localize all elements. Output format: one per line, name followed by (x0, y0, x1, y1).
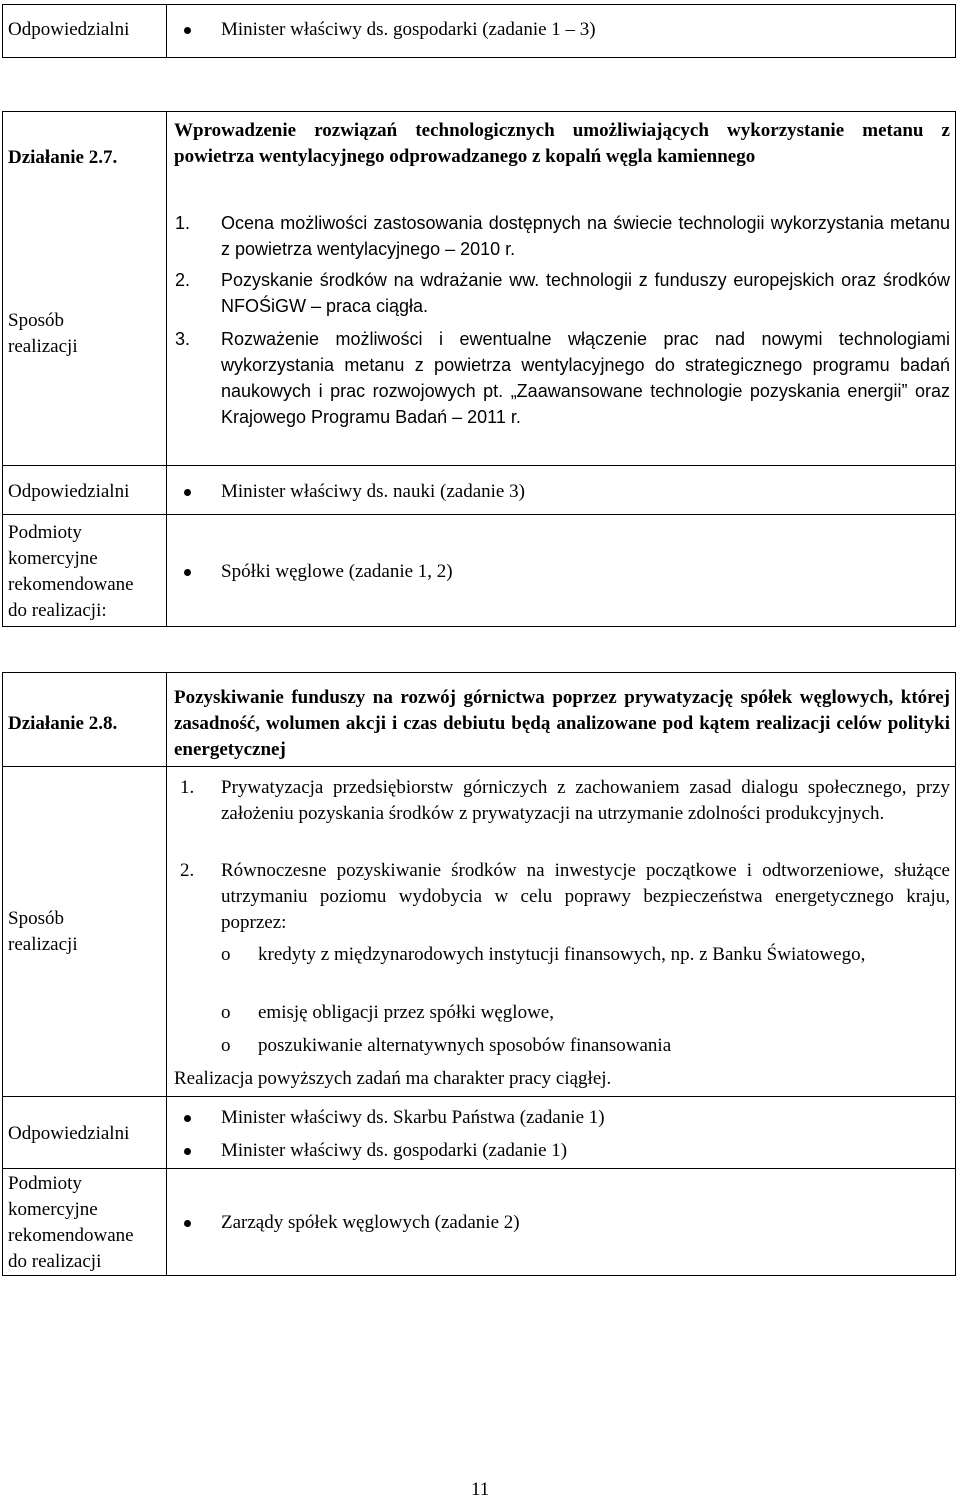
step-number: 2. (175, 270, 191, 290)
divider (2, 766, 956, 767)
entities-label: rekomendowane (8, 1225, 134, 1246)
divider (166, 672, 167, 1276)
step-text: Pozyskanie środków na wdrażanie ww. technologii z funduszy europejskich oraz środków NFOŚiGW – praca ciągła. (221, 270, 950, 316)
responsible-item: Minister właściwy ds. nauki (zadanie 3) (221, 481, 525, 502)
entities-label: rekomendowane (8, 574, 134, 595)
action-2-8-title: Pozyskiwanie funduszy na rozwój górnictwa poprzez prywatyzację spółek węglowych, której zasadność, wolumen akcji i czas debiutu będą analizowane pod kątem realizacji celów polityki energetycznej (174, 687, 950, 760)
entities-item: Zarządy spółek węglowych (zadanie 2) (221, 1212, 520, 1233)
entities-label: Podmioty (8, 522, 82, 543)
top-responsible-label: Odpowiedzialni (8, 19, 130, 40)
divider (166, 111, 167, 627)
action-2-7-label: Działanie 2.7. (8, 147, 118, 168)
note-text: Realizacja powyższych zadań ma charakter pracy ciągłej. (174, 1068, 612, 1089)
action-2-8-label: Działanie 2.8. (8, 713, 118, 734)
sub-item: kredyty z międzynarodowych instytucji finansowych, np. z Banku Światowego, (258, 944, 866, 965)
entities-label: do realizacji (8, 1251, 102, 1272)
method-label: Sposób (8, 908, 64, 929)
responsible-item: Minister właściwy ds. gospodarki (zadanie 1) (221, 1140, 568, 1161)
method-label: realizacji (8, 934, 78, 955)
page-number: 11 (471, 1479, 490, 1500)
divider (2, 465, 956, 466)
bullet-icon (184, 489, 191, 496)
circle-bullet-icon: o (221, 944, 231, 965)
divider (166, 4, 167, 58)
step-number: 1. (175, 213, 191, 233)
responsible-label: Odpowiedzialni (8, 1123, 130, 1144)
bullet-icon (184, 1148, 191, 1155)
method-label: Sposób (8, 310, 64, 331)
entities-item: Spółki węglowe (zadanie 1, 2) (221, 561, 453, 582)
responsible-item: Minister właściwy ds. Skarbu Państwa (zadanie 1) (221, 1107, 605, 1128)
divider (2, 1096, 956, 1097)
bullet-icon (184, 1115, 191, 1122)
bullet-icon (184, 1220, 191, 1227)
divider (2, 514, 956, 515)
bullet-icon (184, 27, 191, 34)
step-number: 3. (175, 329, 191, 349)
circle-bullet-icon: o (221, 1002, 231, 1023)
bullet-icon (184, 569, 191, 576)
circle-bullet-icon: o (221, 1035, 231, 1056)
top-responsible-item: Minister właściwy ds. gospodarki (zadanie 1 – 3) (221, 19, 596, 40)
responsible-label: Odpowiedzialni (8, 481, 130, 502)
sub-item: emisję obligacji przez spółki węglowe, (258, 1002, 554, 1023)
step-number: 2. (180, 860, 195, 881)
entities-label: komercyjne (8, 1199, 98, 1220)
entities-label: komercyjne (8, 548, 98, 569)
entities-label: do realizacji: (8, 600, 107, 621)
action-2-7-title: Wprowadzenie rozwiązań technologicznych umożliwiających wykorzystanie metanu z powietrza wentylacyjnego odprowadzanego z kopalń węgla kamiennego (174, 120, 950, 167)
step-text: Rozważenie możliwości i ewentualne włączenie prac nad nowymi technologiami wykorzystania metanu z powietrza wentylacyjnego do strategicznego programu badań naukowych i prac rozwojowych pt. „Zaawansowane technologie pozyskania energii” oraz Krajowego Programu Badań – 2011 r. (221, 329, 950, 427)
step-number: 1. (180, 777, 195, 798)
step-text: Prywatyzacja przedsiębiorstw górniczych z zachowaniem zasad dialogu społecznego, przy założeniu pozyskania środków z prywatyzacji na utrzymanie zdolności produkcyjnych. (221, 777, 950, 824)
divider (2, 1168, 956, 1169)
sub-item: poszukiwanie alternatywnych sposobów finansowania (258, 1035, 672, 1056)
method-label: realizacji (8, 336, 78, 357)
entities-label: Podmioty (8, 1173, 82, 1194)
step-text: Ocena możliwości zastosowania dostępnych na świecie technologii wykorzystania metanu z powietrza wentylacyjnego – 2010 r. (221, 213, 950, 259)
step-text: Równoczesne pozyskiwanie środków na inwestycje początkowe i odtworzeniowe, służące utrzymaniu poziomu wydobycia w celu poprawy bezpieczeństwa energetycznego kraju, poprzez: (221, 860, 950, 933)
